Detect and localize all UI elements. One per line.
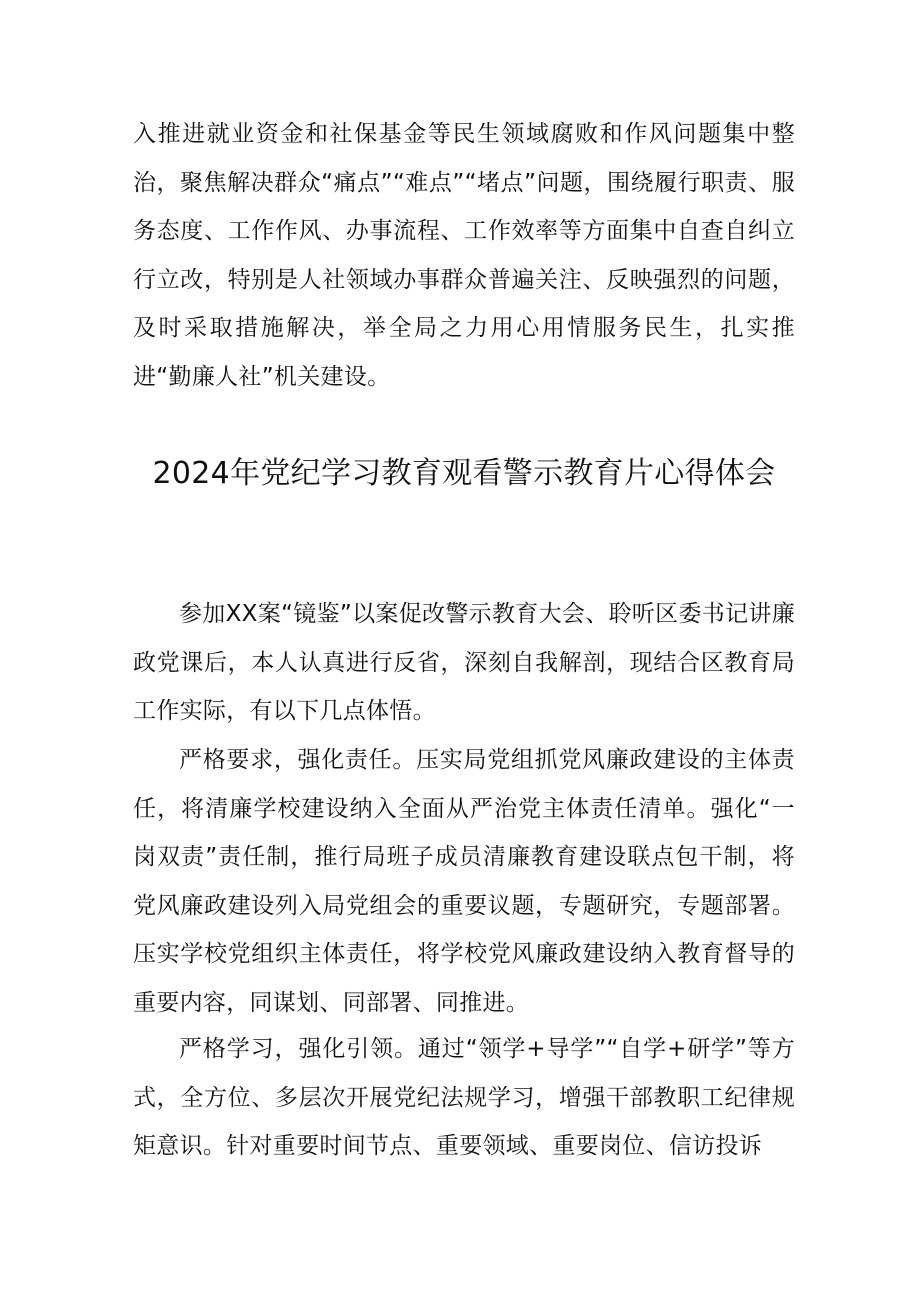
continuation-paragraph: 入推进就业资金和社保基金等民生领域腐败和作风问题集中整治，聚焦解决群众“痛点”“难点”“堵点”问题，围绕履行职责、服务态度、工作作风、办事流程、工作效率等方面集中自查自纠立行立改，特别是人社领域办事群众普遍关注、反映强烈的问题，及时采取措施解决，举全局之力用心用情服务民生，扎实推进“勤廉人社”机关建设。	[133, 121, 795, 390]
article-title: 2024年党纪学习教育观看警示教育片心得体会	[152, 456, 776, 491]
body-paragraph-strict-learning: 严格学习，强化引领。通过“领学+导学”“自学+研学”等方式，全方位、多层次开展党纪法规学习，增强干部教职工纪律规矩意识。针对重要时间节点、重要领域、重要岗位、信访投诉	[133, 1036, 795, 1160]
body-paragraph-intro: 参加XX案“镜鉴”以案促改警示教育大会、聆听区委书记讲廉政党课后，本人认真进行反省，深刻自我解剖，现结合区教育局工作实际，有以下几点体悟。	[133, 601, 795, 725]
body-paragraph-strict-requirements: 严格要求，强化责任。压实局党组抓党风廉政建设的主体责任，将清廉学校建设纳入全面从严治党主体责任清单。强化“一岗双责”责任制，推行局班子成员清廉教育建设联点包干制，将党风廉政建设列入局党组会的重要议题，专题研究，专题部署。压实学校党组织主体责任，将学校党风廉政建设纳入教育督导的重要内容，同谋划、同部署、同推进。	[133, 747, 795, 1016]
